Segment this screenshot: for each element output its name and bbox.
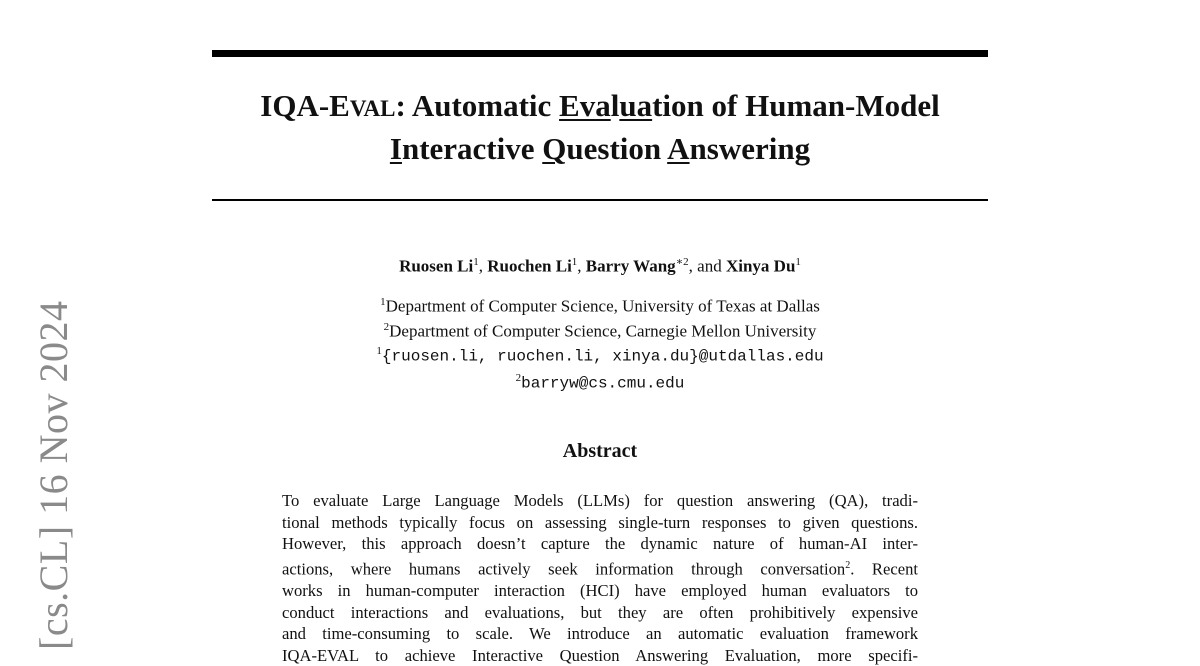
email-mark: 1 bbox=[376, 345, 382, 358]
email-text: barryw@cs.cmu.edu bbox=[521, 374, 685, 393]
arxiv-stamp bbox=[26, 300, 74, 660]
author-name: Barry Wang bbox=[585, 256, 676, 276]
email-line bbox=[212, 368, 988, 395]
arxiv-stamp-text: [cs.CL] 16 Nov 2024 bbox=[31, 300, 76, 650]
author-name: Ruosen Li bbox=[399, 256, 474, 276]
abstract-line: and time-consuming to scale. We introduce an automatic evaluation framework bbox=[282, 624, 918, 644]
affiliation-text: Department of Computer Science, Carnegie Mellon University bbox=[389, 321, 817, 341]
author-sep: , bbox=[478, 256, 488, 276]
abstract-line: conduct interactions and evaluations, but they are often prohibitively expensive bbox=[282, 602, 918, 622]
affiliation-text: Department of Computer Science, University of Texas at Dallas bbox=[385, 296, 820, 316]
author-name: Xinya Du bbox=[725, 256, 796, 276]
abstract-line: works in human-computer interaction (HCI) have employed human evaluators to bbox=[282, 580, 918, 600]
title-part: Eva bbox=[559, 88, 611, 123]
abstract-line: IQA-EVAL to achieve Interactive Question Answering Evaluation, more specifi- bbox=[282, 645, 918, 665]
abstract-line-text: . Recent bbox=[850, 559, 918, 579]
affiliation-line bbox=[212, 292, 988, 317]
affiliation-line bbox=[212, 317, 988, 342]
email-line bbox=[212, 341, 988, 368]
abstract-line: However, this approach doesn’t capture the dynamic nature of human-AI inter- bbox=[282, 534, 918, 554]
author-mark: 1 bbox=[571, 256, 578, 268]
abstract-line: tional methods typically focus on assessing single-turn responses to given questions. bbox=[282, 512, 918, 532]
footnote-mark: 2 bbox=[845, 559, 851, 571]
title-part: VAL bbox=[349, 96, 396, 121]
title-part: tion of Human-Model bbox=[652, 88, 940, 123]
author-mark: 1 bbox=[473, 256, 479, 268]
abstract-heading: Abstract bbox=[562, 440, 638, 462]
author-name: Ruochen Li bbox=[487, 256, 572, 276]
title-part: : Automatic bbox=[395, 88, 560, 123]
author-list bbox=[212, 251, 988, 278]
abstract-body bbox=[282, 490, 918, 666]
abstract-line bbox=[282, 555, 918, 580]
title-part: l bbox=[610, 88, 620, 123]
author-sep: , and bbox=[688, 256, 726, 276]
title-rule-bottom bbox=[212, 199, 988, 201]
affiliation-mark: 2 bbox=[383, 320, 390, 333]
abstract-line-text: actions, where humans actively seek information through conversation bbox=[282, 559, 846, 579]
title-part: uestion bbox=[566, 131, 668, 166]
author-sep: , bbox=[577, 256, 586, 276]
title-part: IQA-E bbox=[260, 88, 350, 123]
abstract-line: To evaluate Large Language Models (LLMs) for question answering (QA), tradi- bbox=[282, 491, 918, 510]
paper-title bbox=[212, 86, 988, 169]
title-part: Q bbox=[542, 131, 567, 166]
title-part: nswering bbox=[689, 131, 811, 166]
email-text: {ruosen.li, ruochen.li, xinya.du}@utdallas.edu bbox=[381, 347, 824, 366]
title-part: A bbox=[667, 131, 690, 166]
title-part: nteractive bbox=[401, 131, 543, 166]
author-mark: 1 bbox=[795, 256, 801, 268]
affiliations bbox=[212, 292, 988, 395]
affiliation-mark: 1 bbox=[380, 296, 386, 308]
title-part: ua bbox=[619, 88, 653, 123]
email-mark: 2 bbox=[515, 371, 522, 384]
author-mark: ∗2 bbox=[675, 256, 689, 268]
title-rule-top bbox=[212, 50, 988, 57]
title-part: I bbox=[389, 131, 402, 166]
